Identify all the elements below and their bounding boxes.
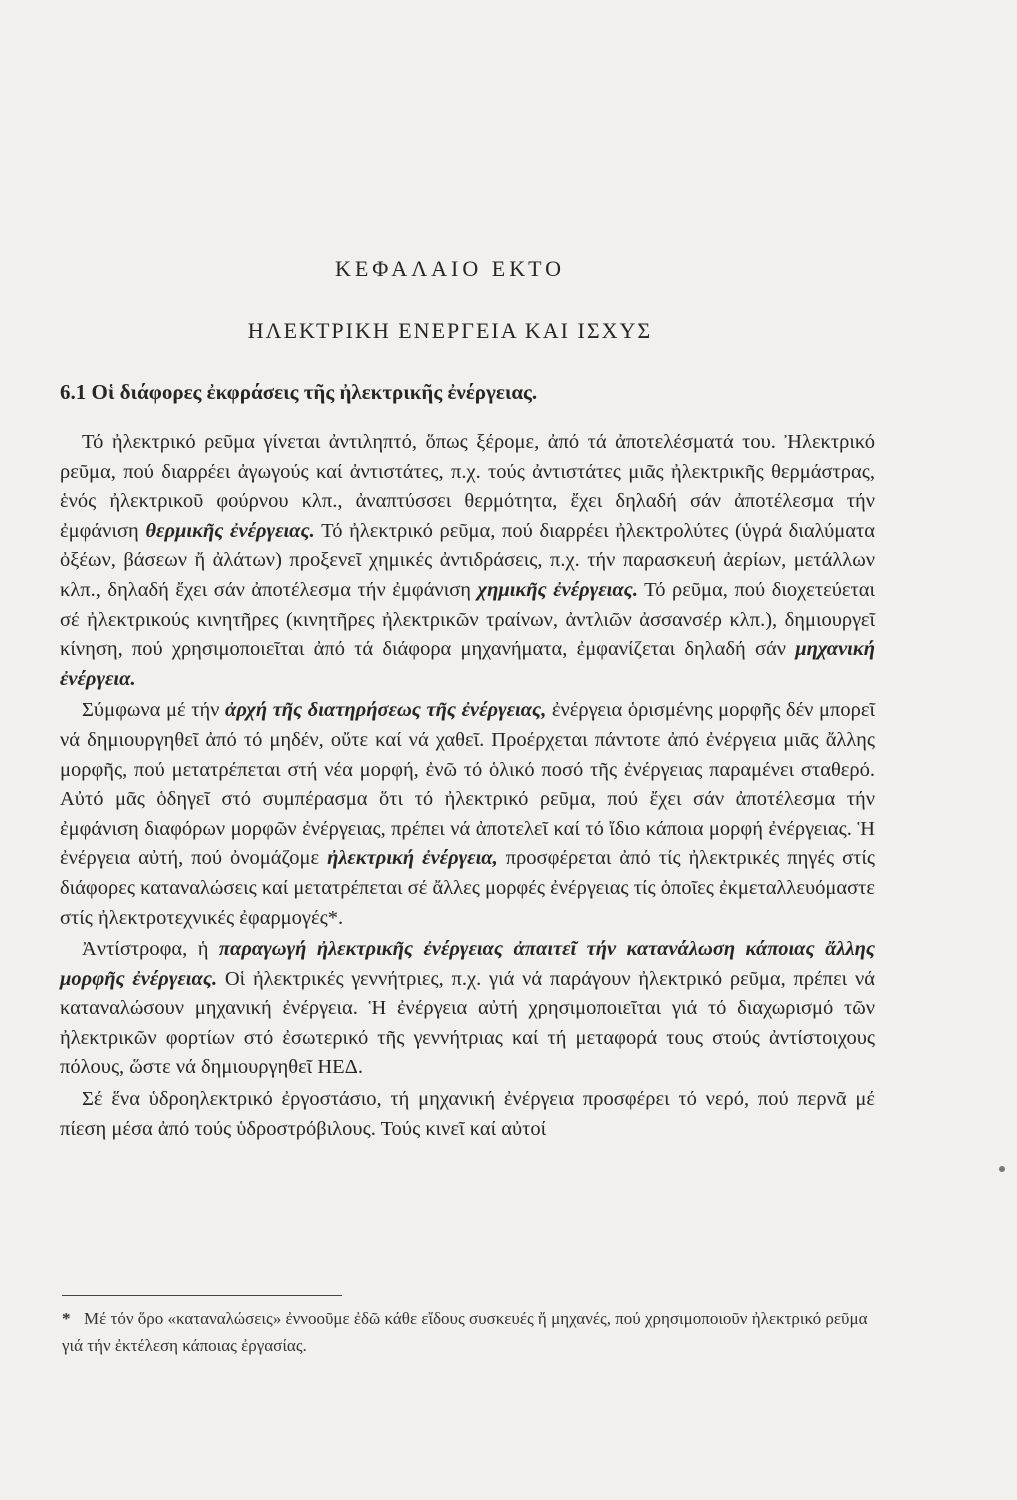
paragraph-2	[60, 696, 875, 933]
paragraph-4-text-a: Σέ ἕνα ὑδροηλεκτρικό ἐργοστάσιο, τή μηχανική ἐνέργεια προσφέρει τό νερό, πού περνᾶ μέ πίεση μέσα ἀπό τούς ὑδροστρόβιλους. Τούς κινεῖ καί αὐτοί	[60, 1088, 875, 1140]
footnote-mark: *	[62, 1309, 71, 1328]
body-text	[60, 428, 875, 1146]
term-thermal-energy: θερμικῆς ἐνέργειας.	[145, 519, 315, 542]
term-mechanical-energy: μηχανική ἐνέργεια.	[60, 638, 875, 690]
footnote-text: Μέ τόν ὅρο «καταναλώσεις» ἐννοοῦμε ἐδῶ κάθε εἴδους συσκευές ἤ μηχανές, πού χρησιμοποιοῦν ἠλεκτρικό ρεῦμα γιά τήν ἐκτέλεση κάποιας ἐργασίας.	[62, 1309, 868, 1355]
paragraph-1-text-a: Τό ἠλεκτρικό ρεῦμα γίνεται ἀντιληπτό, ὅπως ξέρομε, ἀπό τά ἀποτελέσματά του. Ἠλεκτρικό ρεῦμα, πού διαρρέει ἀγωγούς καί ἀντιστάτες, π.χ. τούς ἀντιστάτες μιᾶς ἠλεκτρικῆς θερμάστρας, ἑνός ἠλεκτρικοῦ φούρνου κλπ., ἀναπτύσσει θερμότητα, ἔχει δηλαδή σάν ἀποτέλεσμα τήν ἐμφάνιση	[60, 431, 875, 542]
paragraph-2-text-c: ἐνέργεια ὁρισμένης μορφῆς δέν μπορεῖ νά δημιουργηθεῖ ἀπό τό μηδέν, οὔτε καί νά χαθεῖ. Προέρχεται πάντοτε ἀπό ἐνέργεια μιᾶς ἄλλης μορφῆς, πού μετατρέπεται στή νέα μορφή, ἐνῶ τό ὁλικό ποσό τῆς ἐνέργειας παραμένει σταθερό. Αὐτό μᾶς ὁδηγεῖ στό συμπέρασμα ὅτι τό ἠλεκτρικό ρεῦμα, πού ἔχει σάν ἀποτέλεσμα τήν ἐμφάνιση διαφόρων μορφῶν ἐνέργειας, πρέπει νά ἀποτελεῖ καί τό ἴδιο κάποια μορφή ἐνέργειας. Ἡ ἐνέργεια αὐτή, πού ὀνομάζομε	[60, 699, 875, 870]
section-heading: 6.1 Οἱ διάφορες ἐκφράσεις τῆς ἠλεκτρικῆς ἐνέργειας.	[60, 380, 538, 404]
paragraph-3-text-c: Οἱ ἠλεκτρικές γεννήτριες, π.χ. γιά νά παράγουν ἠλεκτρικό ρεῦμα, πρέπει νά καταναλώσουν μηχανική ἐνέργεια. Ἡ ἐνέργεια αὐτή χρησιμοποιεῖται γιά τό διαχωρισμό τῶν ἠλεκτρικῶν φορτίων στό ἐσωτερικό τῆς γεννήτριας καί τή μεταφορά τους στούς ἀντίστοιχους πόλους, ὥστε νά δημιουργηθεῖ ΗΕΔ.	[60, 967, 875, 1079]
term-electrical-energy: ἠλεκτρική ἐνέργεια,	[327, 847, 498, 870]
paragraph-2-text-a: Σύμφωνα μέ τήν	[82, 699, 226, 722]
footnote-divider	[62, 1295, 342, 1296]
term-production-statement: παραγωγή ἠλεκτρικῆς ἐνέργειας ἀπαιτεῖ τήν κατανάλωση κάποιας ἄλλης μορφῆς ἐνέργειας.	[60, 938, 876, 990]
term-chemical-energy: χημικῆς ἐνέργειας.	[477, 578, 638, 601]
paragraph-1-text-c: Τό ἠλεκτρικό ρεῦμα, πού διαρρέει ἠλεκτρολύτες (ὑγρά διαλύματα ὀξέων, βάσεων ἤ ἀλάτων) προξενεῖ χημικές ἀντιδράσεις, π.χ. τήν παρασκευή ἀερίων, μετάλλων κλπ., δηλαδή ἔχει σάν ἀποτέλεσμα τήν ἐμφάνιση	[60, 519, 875, 601]
paragraph-1-text-e: Τό ρεῦμα, πού διοχετεύεται σέ ἠλεκτρικούς κινητῆρες (κινητῆρες ἠλεκτρικῶν τραίνων, ἀντλιῶν ἀσσανσέρ κλπ.), δημιουργεῖ κίνηση, πού χρησιμοποιεῖται ἀπό τά διάφορα μηχανήματα, ἐμφανίζεται δηλαδή σάν	[60, 578, 875, 661]
page-speck	[999, 1166, 1005, 1172]
footnote	[62, 1305, 882, 1359]
paragraph-3	[60, 935, 875, 1083]
paragraph-2-text-e: προσφέρεται ἀπό τίς ἠλεκτρικές πηγές στίς διάφορες καταναλώσεις καί μετατρέπεται σέ ἄλλες μορφές ἐνέργειας τίς ὁποῖες ἐκμεταλλευόμαστε στίς ἠλεκτροτεχνικές ἐφαρμογές*.	[60, 847, 875, 929]
chapter-label: ΚΕΦΑΛΑΙΟ ΕΚΤΟ	[334, 256, 566, 281]
paragraph-1	[60, 428, 875, 694]
chapter-title: ΗΛΕΚΤΡΙΚΗ ΕΝΕΡΓΕΙΑ ΚΑΙ ΙΣΧΥΣ	[247, 318, 653, 343]
paragraph-3-text-a: Ἀντίστροφα, ἡ	[82, 938, 219, 961]
term-conservation-principle: ἀρχή τῆς διατηρήσεως τῆς ἐνέργειας,	[225, 699, 547, 722]
paragraph-4	[60, 1085, 875, 1144]
